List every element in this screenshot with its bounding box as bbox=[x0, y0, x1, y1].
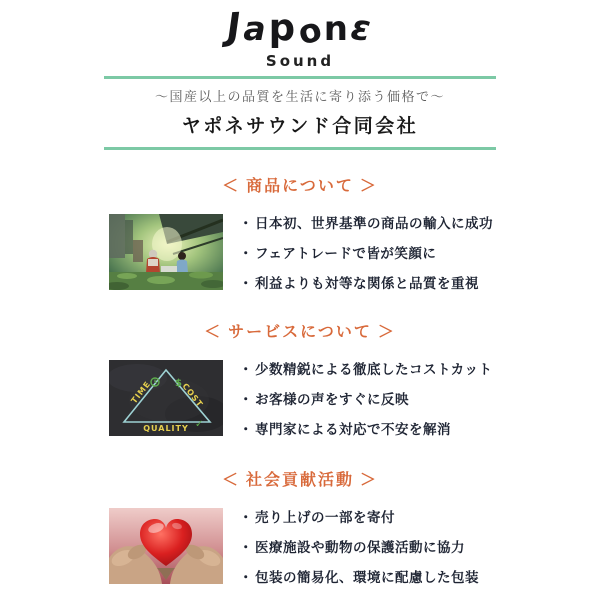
bullet-item bbox=[239, 422, 491, 438]
bullet-item bbox=[239, 540, 491, 556]
bullet-item bbox=[239, 362, 491, 378]
social-bullet-list bbox=[239, 508, 491, 586]
bullet-text: 専門家による対応で不安を解消 bbox=[255, 422, 451, 437]
divider-line-bottom bbox=[104, 147, 496, 150]
logo-letter: o bbox=[294, 8, 329, 53]
bullet-text: 包装の簡易化、環境に配慮した包装 bbox=[255, 570, 479, 585]
products-bullet-list bbox=[239, 214, 491, 292]
section-service-heading: ＜ サービスについて ＞ bbox=[204, 324, 396, 341]
bullet-dot: ・ bbox=[239, 246, 253, 261]
section-products bbox=[0, 173, 600, 292]
section-social-heading: ＜ 社会貢献活動 ＞ bbox=[221, 472, 378, 489]
chalk-label-quality: QUALITY bbox=[143, 424, 189, 433]
brand-header bbox=[0, 0, 600, 150]
logo-letter: a bbox=[243, 9, 269, 48]
bullet-item bbox=[239, 246, 491, 262]
divider-line-top bbox=[104, 76, 496, 79]
bullet-dot: ・ bbox=[239, 276, 253, 291]
farm-people-photo bbox=[109, 214, 223, 290]
bullet-dot: ・ bbox=[239, 362, 253, 377]
brand-subtitle: Sound bbox=[265, 52, 335, 70]
bullet-dot: ・ bbox=[239, 392, 253, 407]
chalk-label-time: TIME bbox=[129, 379, 153, 406]
brand-logo bbox=[0, 6, 600, 51]
logo-letter: n bbox=[323, 9, 351, 49]
bullet-item bbox=[239, 216, 491, 232]
chalk-label-cost: COST bbox=[180, 381, 205, 410]
bullet-text: 売り上げの一部を寄付 bbox=[255, 510, 395, 525]
bullet-text: お客様の声をすぐに反映 bbox=[255, 392, 409, 407]
bullet-text: 日本初、世界基準の商品の輸入に成功 bbox=[255, 216, 493, 231]
bullet-item bbox=[239, 276, 491, 292]
bullet-text: 少数精鋭による徹底したコストカット bbox=[255, 362, 493, 377]
brand-tagline: ～国産以上の品質を生活に寄り添う価格で～ bbox=[154, 89, 445, 104]
bullet-text: フェアトレードで皆が笑顔に bbox=[255, 246, 437, 261]
section-service bbox=[0, 319, 600, 438]
heart-in-hands-photo bbox=[109, 508, 223, 584]
section-social bbox=[0, 467, 600, 586]
bullet-dot: ・ bbox=[239, 422, 253, 437]
logo-letter: p bbox=[268, 6, 299, 49]
chalk-dollar-icon: $ bbox=[175, 378, 182, 389]
chalkboard-triangle-photo bbox=[109, 360, 223, 436]
bullet-item bbox=[239, 570, 491, 586]
bullet-text: 医療施設や動物の保護活動に協力 bbox=[255, 540, 465, 555]
logo-letter: ε bbox=[348, 7, 376, 51]
bullet-dot: ・ bbox=[239, 540, 253, 555]
bullet-item bbox=[239, 510, 491, 526]
bullet-item bbox=[239, 392, 491, 408]
bullet-text: 利益よりも対等な関係と品質を重視 bbox=[255, 276, 479, 291]
bullet-dot: ・ bbox=[239, 216, 253, 231]
service-bullet-list bbox=[239, 360, 491, 438]
company-name: ヤポネサウンド合同会社 bbox=[181, 116, 419, 137]
section-products-heading: ＜ 商品について ＞ bbox=[222, 178, 378, 195]
bullet-dot: ・ bbox=[239, 570, 253, 585]
logo-letter: J bbox=[225, 4, 245, 49]
bullet-dot: ・ bbox=[239, 510, 253, 525]
chalk-check-icon: ✓ bbox=[195, 419, 204, 430]
